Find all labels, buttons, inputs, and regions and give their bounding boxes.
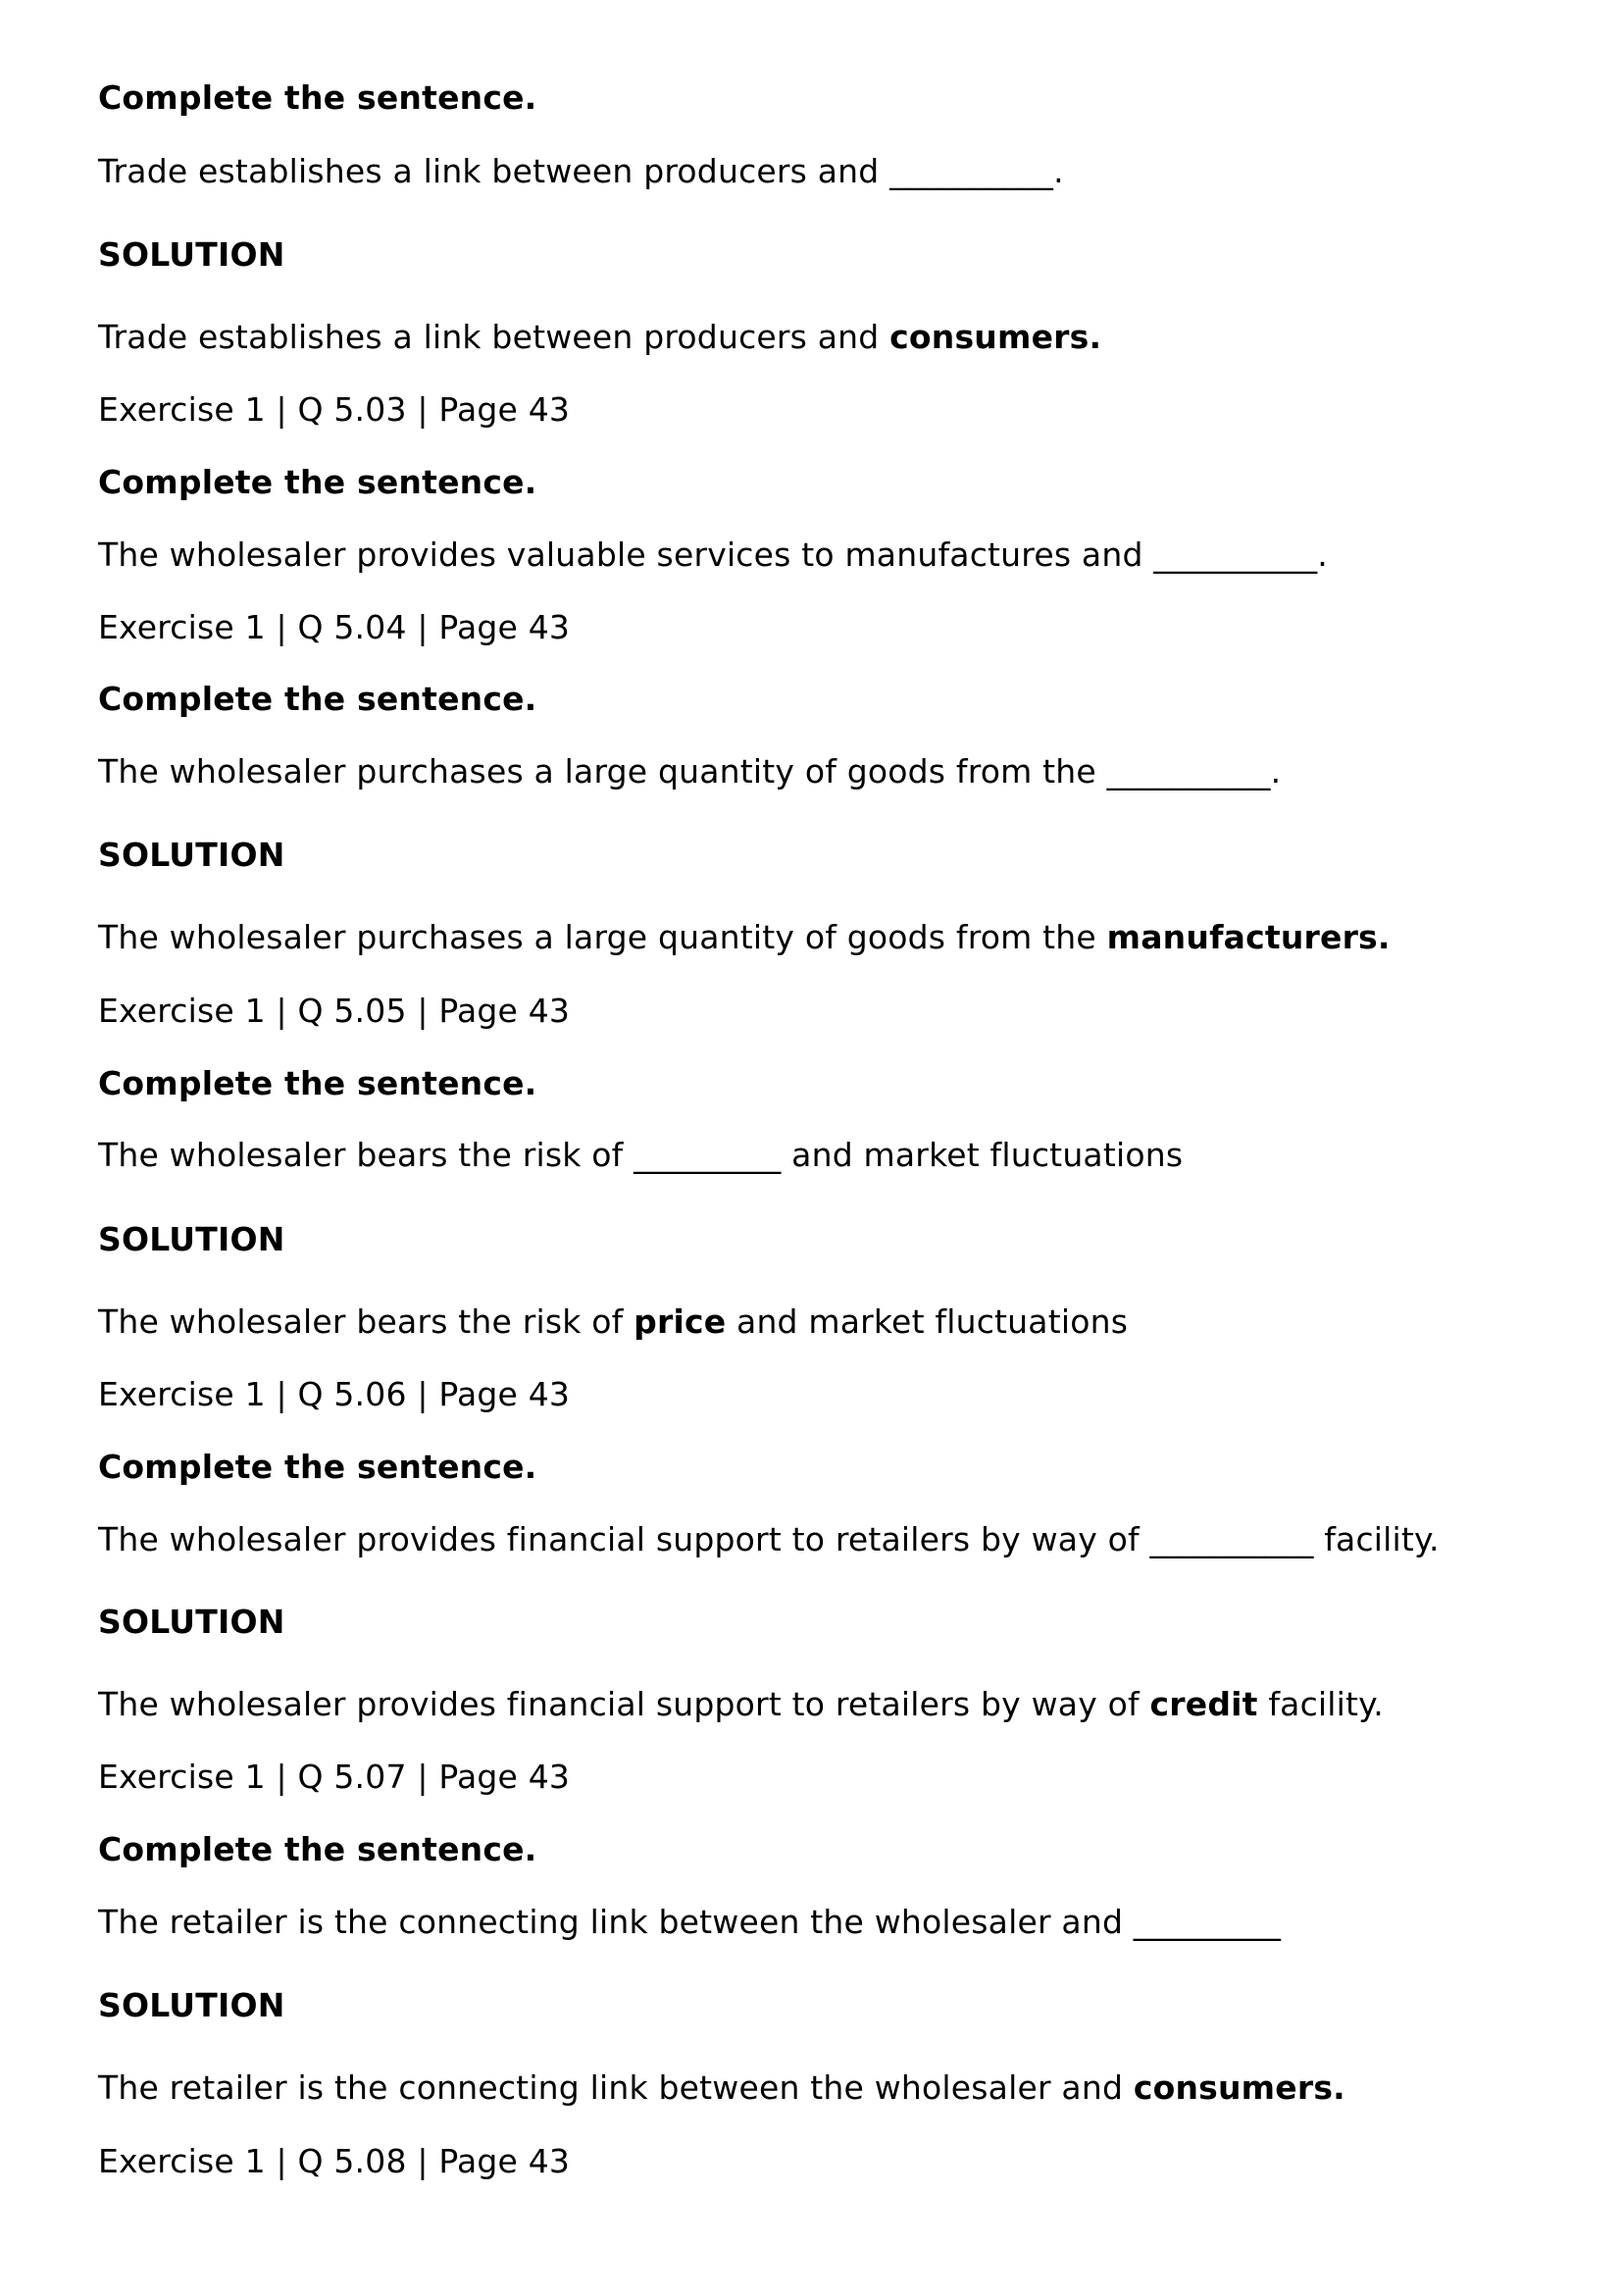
question-text: The wholesaler provides financial support to retailers by way of __________ facility. — [98, 1520, 1440, 1558]
answer-text — [98, 918, 1391, 957]
answer-word: consumers. — [889, 318, 1102, 356]
solution-heading: SOLUTION — [98, 1220, 285, 1258]
solution-heading: SOLUTION — [98, 1986, 285, 2024]
question-text: The retailer is the connecting link between the wholesaler and _________ — [98, 1903, 1282, 1941]
answer-text — [98, 318, 1101, 357]
answer-text — [98, 1685, 1384, 1724]
exercise-reference: Exercise 1 | Q 5.08 | Page 43 — [98, 2142, 571, 2180]
answer-before: The wholesaler bears the risk of — [98, 1302, 634, 1341]
prompt-heading: Complete the sentence. — [98, 78, 537, 117]
exercise-reference: Exercise 1 | Q 5.05 | Page 43 — [98, 992, 571, 1030]
exercise-reference: Exercise 1 | Q 5.04 | Page 43 — [98, 608, 571, 646]
prompt-heading: Complete the sentence. — [98, 463, 537, 501]
answer-after: and market fluctuations — [726, 1302, 1129, 1341]
answer-after: facility. — [1257, 1685, 1384, 1723]
solution-heading: SOLUTION — [98, 235, 285, 274]
answer-before: The wholesaler purchases a large quantity of goods from the — [98, 918, 1107, 956]
prompt-heading: Complete the sentence. — [98, 1064, 537, 1102]
question-text: The wholesaler provides valuable services to manufactures and __________. — [98, 536, 1328, 574]
prompt-heading: Complete the sentence. — [98, 1830, 537, 1868]
question-text: The wholesaler purchases a large quantity of goods from the __________. — [98, 752, 1282, 791]
answer-word: manufacturers. — [1106, 918, 1391, 956]
answer-word: credit — [1149, 1685, 1258, 1723]
answer-text — [98, 2068, 1345, 2108]
solution-heading: SOLUTION — [98, 1603, 285, 1641]
answer-text — [98, 1302, 1128, 1342]
answer-before: The retailer is the connecting link between the wholesaler and — [98, 2068, 1134, 2107]
question-text: The wholesaler bears the risk of _________ and market fluctuations — [98, 1136, 1184, 1174]
answer-before: The wholesaler provides financial support to retailers by way of — [98, 1685, 1150, 1723]
prompt-heading: Complete the sentence. — [98, 1448, 537, 1486]
answer-before: Trade establishes a link between producers and — [98, 318, 890, 356]
exercise-reference: Exercise 1 | Q 5.06 | Page 43 — [98, 1375, 571, 1413]
solution-heading: SOLUTION — [98, 836, 285, 874]
question-text: Trade establishes a link between producers and __________. — [98, 152, 1064, 190]
answer-word: consumers. — [1133, 2068, 1345, 2107]
exercise-reference: Exercise 1 | Q 5.07 | Page 43 — [98, 1758, 571, 1796]
answer-word: price — [634, 1302, 727, 1341]
exercise-reference: Exercise 1 | Q 5.03 | Page 43 — [98, 390, 571, 429]
prompt-heading: Complete the sentence. — [98, 680, 537, 718]
